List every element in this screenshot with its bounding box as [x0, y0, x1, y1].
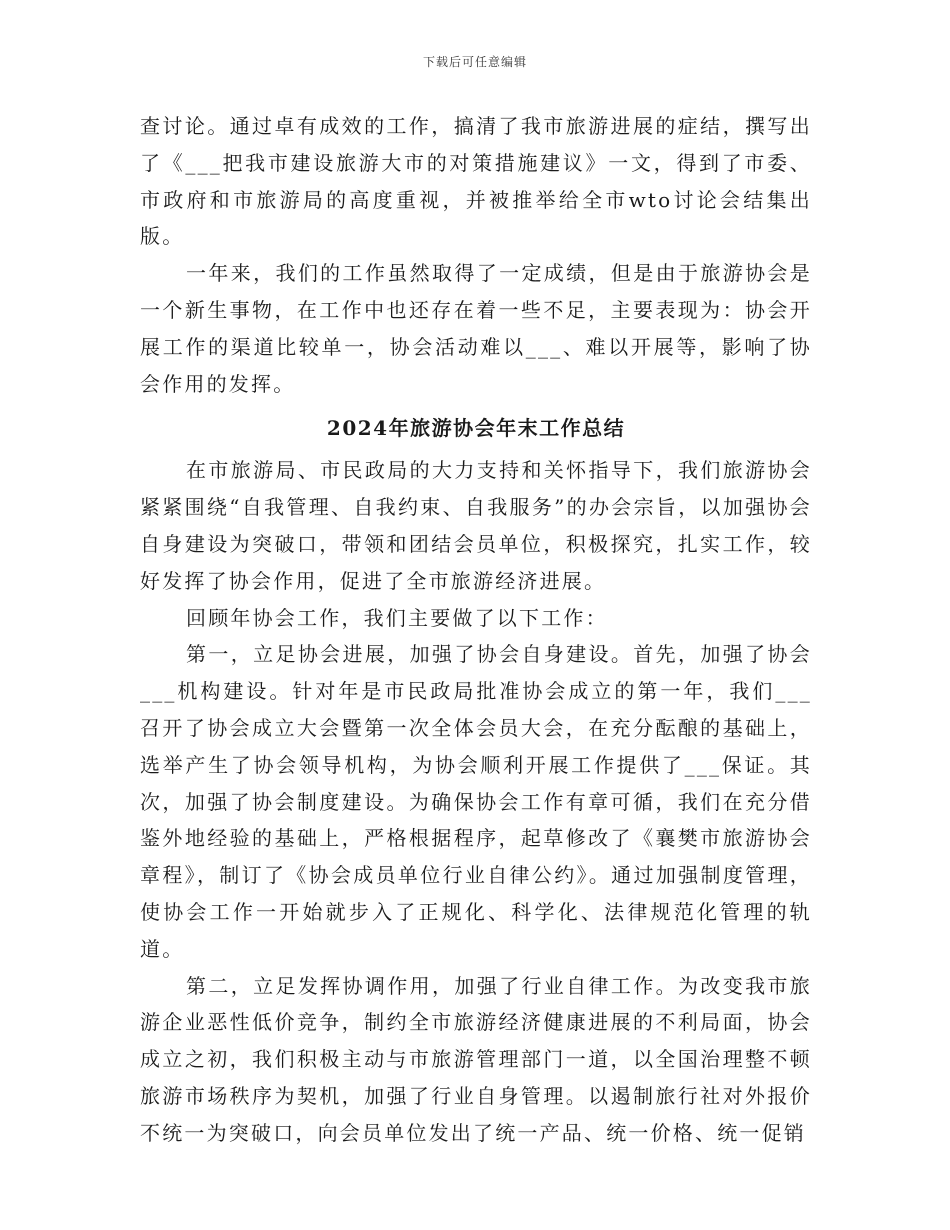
paragraph: 一年来，我们的工作虽然取得了一定成绩，但是由于旅游协会是一个新生事物，在工作中也还存在着一些不足，主要表现为：协会开展工作的渠道比较单一，协会活动难以___、难以开展等，影响了协会作用的发挥。 — [140, 261, 812, 396]
paragraph: 第一，立足协会进展，加强了协会自身建设。首先，加强了协会___机构建设。针对年是市民政局批准协会成立的第一年，我们___召开了协会成立大会暨第一次全体会员大会，在充分酝酿的基础上，选举产生了协会领导机构，为协会顺利开展工作提供了___保证。其次，加强了协会制度建设。为确保协会工作有章可循，我们在充分借鉴外地经验的基础上，严格根据程序，起草修改了《襄樊市旅游协会章程》，制订了《协会成员单位行业自律公约》。通过加强制度管理，使协会工作一开始就步入了正规化、科学化、法律规范化管理的轨道。 — [140, 642, 812, 961]
paragraph: 回顾年协会工作，我们主要做了以下工作： — [186, 605, 608, 630]
document-body — [140, 108, 812, 1152]
paragraph: 在市旅游局、市民政局的大力支持和关怀指导下，我们旅游协会紧紧围绕“自我管理、自我约束、自我服务”的办会宗旨，以加强协会自身建设为突破口，带领和团结会员单位，积极探究，扎实工作，较好发挥了协会作用，促进了全市旅游经济进展。 — [140, 458, 812, 593]
section-title: 2024年旅游协会年末工作总结 — [326, 416, 626, 441]
paragraph: 查讨论。通过卓有成效的工作，搞清了我市旅游进展的症结，撰写出了《___把我市建设旅游大市的对策措施建议》一文，得到了市委、市政府和市旅游局的高度重视，并被推举给全市wto讨论会结集出版。 — [140, 114, 812, 249]
page-header: 下载后可任意编辑 — [422, 55, 527, 69]
paragraph: 第二，立足发挥协调作用，加强了行业自律工作。为改变我市旅游企业恶性低价竞争，制约全市旅游经济健康进展的不利局面，协会成立之初，我们积极主动与市旅游管理部门一道，以全国治理整不顿旅游市场秩序为契机，加强了行业自身管理。以遏制旅行社对外报价不统一为突破口，向会员单位发出了统一产品、统一价格、统一促销 — [140, 973, 812, 1145]
